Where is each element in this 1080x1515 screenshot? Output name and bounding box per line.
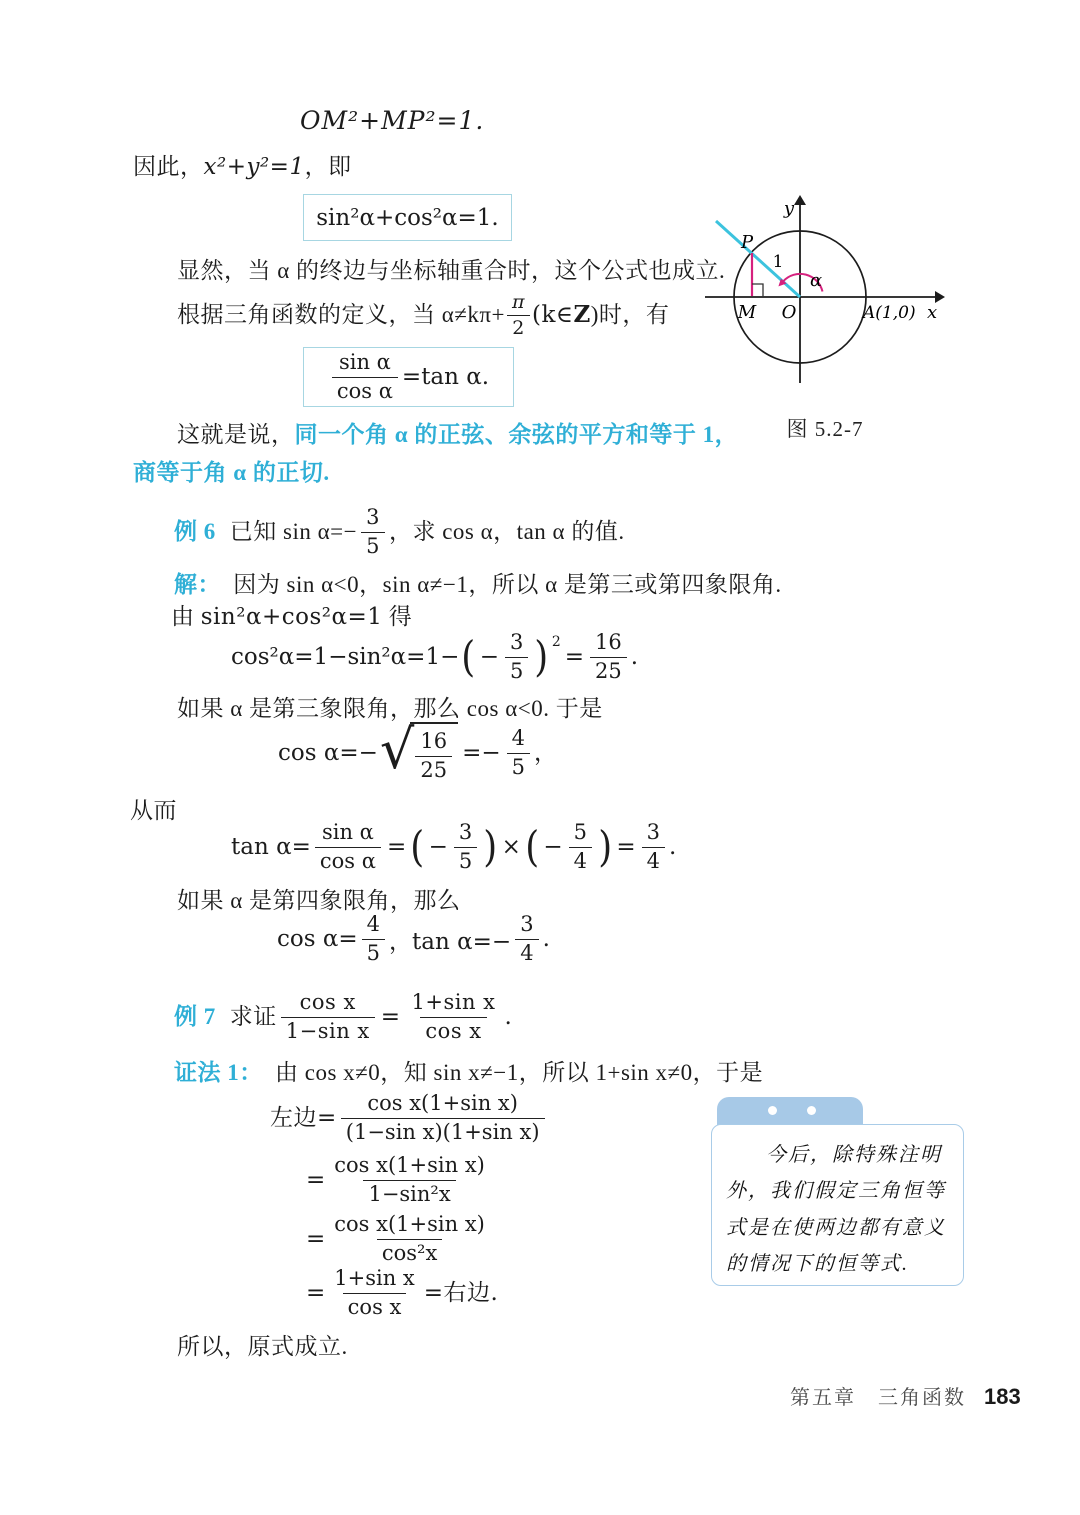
footer-chapter: 第五章 三角函数 (790, 1387, 966, 1409)
frac-den: 25 (415, 756, 452, 784)
label-o: O (781, 302, 797, 323)
example6-solution-line (174, 568, 782, 603)
frac-den: cos²x (377, 1239, 442, 1267)
minus-sign: − (543, 834, 563, 860)
paragraph-definition (177, 292, 669, 338)
label-p: P (740, 232, 754, 253)
frac-16-25 (415, 728, 452, 784)
frac-3-5 (454, 819, 477, 875)
solution-text: 因为 sin α<0，sin α≠−1，所以 α 是第三或第四象限角. (233, 572, 782, 597)
equation-tan-value (231, 818, 676, 876)
label-m: M (737, 302, 757, 323)
equals-sign: = (564, 644, 585, 670)
frac-den: 1−sin²x (363, 1180, 455, 1208)
two-denominator: 2 (507, 315, 530, 341)
figure-caption: 图 5.2-7 (786, 417, 864, 441)
frac-3-4 (515, 911, 538, 967)
equation-cos-squared (231, 628, 638, 686)
equals-sign: = (386, 834, 407, 860)
summary-lead: 这就是说， (177, 422, 295, 447)
proof-step-4 (306, 1266, 498, 1320)
footer-page-number: 183 (984, 1384, 1021, 1409)
paragraph-therefore (133, 150, 352, 185)
definition-z-bold: Z (573, 300, 591, 328)
period: . (669, 834, 677, 860)
frac-num: 16 (595, 630, 622, 655)
step4-fraction (329, 1265, 420, 1321)
cos-alpha-den: cos α (332, 377, 398, 405)
frac-num: 3 (366, 505, 380, 530)
step4-rhs: =右边. (423, 1279, 499, 1306)
frac-num: cos x (299, 990, 356, 1015)
right-paren: ) (534, 632, 549, 682)
therefore-math: x²+y²=1 (203, 154, 305, 180)
note-body (711, 1124, 964, 1286)
eq1-pre: cos²α=1−sin²α=1− (231, 644, 460, 670)
frac-den: cos α (315, 847, 381, 875)
left-paren: ( (461, 632, 476, 682)
minus-sign: − (428, 834, 448, 860)
tab-dot-icon (807, 1106, 816, 1115)
summary-line-2 (133, 456, 330, 491)
frac-den: 5 (361, 532, 385, 560)
solution-label: 解： (174, 572, 221, 597)
definition-post: )时，有 (590, 301, 670, 327)
frac-num: 3 (510, 630, 524, 655)
note-text: 今后，除特殊注明外，我们假定三角恒等式是在使两边都有意义的情况下的恒等式. (726, 1144, 946, 1276)
frac-num: 5 (573, 820, 587, 845)
margin-note-box (711, 1097, 964, 1287)
frac-num: 16 (420, 729, 448, 754)
frac-den: 4 (642, 847, 665, 875)
case-quadrant3-line: 如果 α 是第三象限角，那么 cos α<0. 于是 (177, 696, 603, 721)
exponent-2: 2 (551, 634, 561, 650)
summary-highlight-1: 同一个角 α 的正弦、余弦的平方和等于 1， (294, 422, 739, 447)
eq4-mid: ，tan α=− (389, 928, 512, 955)
frac-num: sin α (321, 820, 374, 845)
frac-16-25 (590, 629, 627, 685)
example6-stem-pre: 已知 sin α=− (229, 518, 358, 544)
frac-den: 4 (515, 939, 538, 967)
conclusion-line: 所以，原式成立. (177, 1334, 348, 1359)
step3-fraction (329, 1211, 490, 1267)
frac-4-5 (362, 911, 385, 967)
frac-den: 5 (505, 657, 528, 685)
pi-numerator: π (512, 290, 526, 313)
step3-lhs: = (306, 1226, 326, 1252)
left-paren: ( (525, 822, 540, 872)
equals-sign: = (380, 1003, 401, 1030)
eq3-pre: tan α= (231, 834, 311, 860)
example7-label: 例 7 (174, 1003, 216, 1029)
left-paren: ( (410, 822, 425, 872)
sin-over-cos-fraction (332, 349, 398, 405)
identity-use-pre: 由 (171, 604, 201, 629)
summary-line-1 (177, 418, 738, 453)
frac-num: cos x(1+sin x) (334, 1153, 485, 1178)
step1-lhs: 左边= (270, 1104, 337, 1131)
frac-den: 25 (590, 657, 627, 685)
eq2-pre: cos α=− (278, 740, 378, 766)
frac-sin-cos (315, 819, 381, 875)
times-sign: × (501, 834, 521, 860)
example7-stem-pre: 求证 (229, 1003, 277, 1029)
example6-label: 例 6 (174, 518, 216, 544)
right-paren: ) (598, 822, 613, 872)
frac-num: 4 (366, 912, 381, 937)
equals-sign: = (616, 834, 636, 860)
proof-step-2 (306, 1152, 494, 1208)
equation-quadrant4-values (277, 912, 550, 966)
equals-tan-alpha: =tan α. (401, 364, 490, 390)
minus-sign: − (479, 644, 500, 670)
identity-box-pythagorean (303, 194, 512, 241)
frac-num: 3 (646, 820, 661, 845)
case-quadrant4-line: 如果 α 是第四象限角，那么 (177, 888, 461, 913)
frac-num: 1+sin x (411, 990, 496, 1015)
label-radius-1: 1 (772, 252, 784, 272)
step2-lhs: = (306, 1167, 326, 1193)
therefore-post: ，即 (304, 154, 352, 179)
example7-stem (174, 988, 512, 1046)
frac-den: cos x (420, 1017, 486, 1045)
period: . (542, 926, 550, 952)
pi-over-2-fraction (507, 290, 530, 340)
paragraph-obviously: 显然，当 α 的终边与坐标轴重合时，这个公式也成立. (177, 258, 726, 283)
frac-cosx-1minussinx (281, 989, 375, 1045)
tab-dot-icon (768, 1106, 777, 1115)
eq2-mid: =− (462, 740, 501, 766)
y-axis-arrow-icon (794, 195, 806, 205)
proof-intro-line (174, 1056, 763, 1091)
frac-den: 5 (454, 847, 477, 875)
proof-intro-text: 由 cos x≠0，知 sin x≠−1，所以 1+sin x≠0，于是 (275, 1060, 764, 1085)
step1-fraction (341, 1090, 545, 1146)
period: . (504, 1003, 513, 1030)
identity-tangent-formula (328, 349, 489, 405)
period: . (630, 644, 639, 670)
frac-den: cos x (343, 1293, 407, 1321)
sin-alpha-num: sin α (338, 350, 391, 375)
right-angle-mark (752, 284, 763, 297)
equation-cos-value (278, 718, 558, 784)
frac-4-5 (507, 725, 530, 781)
frac-num: 1+sin x (334, 1266, 415, 1291)
identity-use-post: 得 (382, 604, 413, 629)
label-y-axis: y (783, 198, 795, 219)
unit-circle-svg (690, 170, 960, 406)
radicand (410, 722, 458, 784)
frac-num: 4 (511, 726, 525, 751)
frac-5-4 (569, 819, 592, 875)
frac-num: 3 (458, 820, 473, 845)
definition-pre: 根据三角函数的定义，当 α≠kπ+ (177, 301, 506, 327)
eq4-pre: cos α= (277, 926, 358, 952)
square-root (379, 718, 458, 784)
example6-stem (174, 506, 625, 558)
proof-method-label: 证法 1： (174, 1060, 263, 1085)
frac-1plussinx-cosx (407, 989, 501, 1045)
unit-circle-figure (690, 170, 960, 443)
example6-frac-3-5 (361, 504, 385, 560)
label-a-point: A(1,0) (863, 303, 916, 323)
frac-3-4 (642, 819, 665, 875)
therefore-pre: 因此， (133, 154, 204, 179)
frac-den: 1−sin x (281, 1017, 375, 1045)
proof-step-3 (306, 1212, 494, 1266)
conger-line: 从而 (130, 798, 177, 823)
frac-den: 5 (507, 753, 530, 781)
proof-step-1 (270, 1088, 549, 1148)
frac-num: 3 (520, 912, 534, 937)
definition-kz-open: (k∈ (532, 301, 574, 328)
label-x-axis: x (927, 302, 938, 323)
frac-den: 5 (362, 939, 385, 967)
example6-stem-post: ，求 cos α，tan α 的值. (388, 518, 625, 544)
step2-fraction (329, 1152, 490, 1208)
eq2-comma: ， (534, 739, 558, 766)
identity-pythagorean-formula: sin²α+cos²α=1. (316, 204, 499, 231)
frac-den: (1−sin x)(1+sin x) (341, 1118, 545, 1146)
frac-num: cos x(1+sin x) (334, 1212, 485, 1237)
label-alpha: α (810, 270, 823, 291)
frac-num: cos x(1+sin x) (367, 1091, 518, 1116)
radical-icon: √ (379, 718, 415, 781)
equation-om-mp: OM²+MP²=1. (300, 106, 485, 135)
frac-den: 4 (569, 847, 592, 875)
summary-highlight-2: 商等于角 α 的正切. (133, 460, 330, 485)
frac-3-5 (505, 629, 528, 685)
step4-lhs: = (306, 1280, 326, 1306)
identity-use-math: sin²α+cos²α=1 (200, 604, 383, 630)
right-paren: ) (483, 822, 498, 872)
page-footer (790, 1381, 1021, 1410)
identity-box-tangent (303, 347, 514, 407)
